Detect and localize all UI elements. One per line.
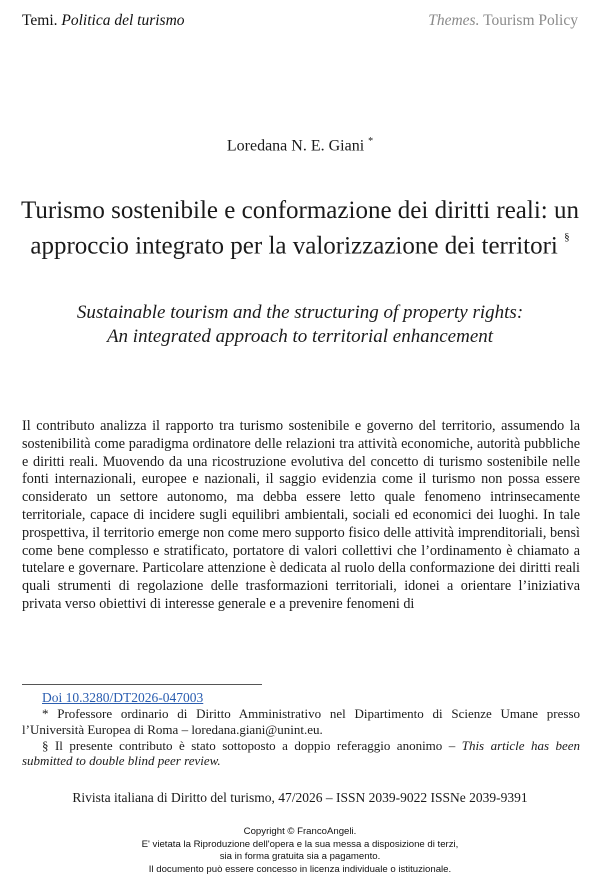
- running-header: [22, 12, 578, 34]
- copyright-line-3: sia in forma gratuita sia a pagamento.: [219, 851, 381, 862]
- footnote-divider: [22, 684, 262, 685]
- copyright-line-1: Copyright © FrancoAngeli.: [243, 826, 357, 837]
- author-footnote-mark: *: [368, 136, 374, 147]
- journal-citation: Rivista italiana di Diritto del turismo, 47/2026 – ISSN 2039-9022 ISSNe 2039-9391: [72, 790, 528, 805]
- footnote-review-plain: § Il presente contributo è stato sottoposto a doppio referaggio anonimo –: [42, 737, 456, 753]
- title-footnote-mark: §: [564, 231, 570, 243]
- header-right-italic: Themes.: [428, 12, 480, 29]
- copyright-line-4: Il documento può essere concesso in licenza individuale o istituzionale.: [148, 863, 452, 875]
- footnote-review-italic: This article has been submitted to double blind peer review.: [22, 737, 581, 769]
- abstract-paragraph: Il contributo analizza il rapporto tra turismo sostenibile e governo del territorio, assumendo la sostenibilità come paradigma ordinatore delle relazioni tra attività economiche, autorità pubbliche e diritti reali. Muovendo da una ricostruzione evolutiva del concetto di turismo sostenibile nelle fonti internazionali, europee e nazionali, il saggio evidenzia come il turismo non possa essere considerato un settore autonomo, ma debba essere letto quale fenomeno intrinsecamente territoriale, capace di incidere sugli equilibri ambientali, sociali ed economici dei luoghi. In tale prospettiva, il territorio emerge non come mero supporto fisico delle attività imprenditoriali, bensì come bene complesso e stratificato, portatore di valori collettivi che l’ordinamento è chiamato a tutelare e governare. Particolare attenzione è dedicata al ruolo della conformazione dei diritti reali quali strumenti di regolazione delle trasformazioni territoriali, idonei a orientare l’iniziativa privata verso obiettivi di interesse generale e a prevenire fenomeni di: [22, 418, 580, 612]
- author-name: Loredana N. E. Giani: [226, 137, 365, 155]
- copyright-line-2: E' vietata la Riproduzione dell'opera e la sua messa a disposizione di terzi,: [141, 838, 459, 850]
- subtitle-line-1: Sustainable tourism and the structuring of property rights:: [76, 302, 524, 323]
- header-left-plain: Temi.: [22, 12, 58, 29]
- subtitle-line-2: An integrated approach to territorial enhancement: [106, 326, 494, 347]
- author-line: [0, 136, 600, 155]
- article-subtitle: [20, 301, 580, 349]
- footnote-review: [22, 738, 580, 770]
- footnote-author: * Professore ordinario di Diritto Amministrativo nel Dipartimento di Scienze Umane presso l’Università Europea di Roma – loredana.giani@unint.eu.: [22, 706, 580, 737]
- header-left-italic: Politica del turismo: [61, 12, 185, 29]
- title-text: Turismo sostenibile e conformazione dei diritti reali: un approccio integrato per la valorizzazione dei territori: [21, 197, 579, 260]
- header-left: [22, 12, 185, 30]
- header-right: [428, 12, 578, 30]
- footnotes: [22, 706, 580, 769]
- header-right-plain: Tourism Policy: [483, 12, 578, 29]
- article-title: [20, 196, 580, 261]
- copyright-notice: [0, 826, 600, 876]
- doi-link[interactable]: Doi 10.3280/DT2026-047003: [42, 690, 204, 705]
